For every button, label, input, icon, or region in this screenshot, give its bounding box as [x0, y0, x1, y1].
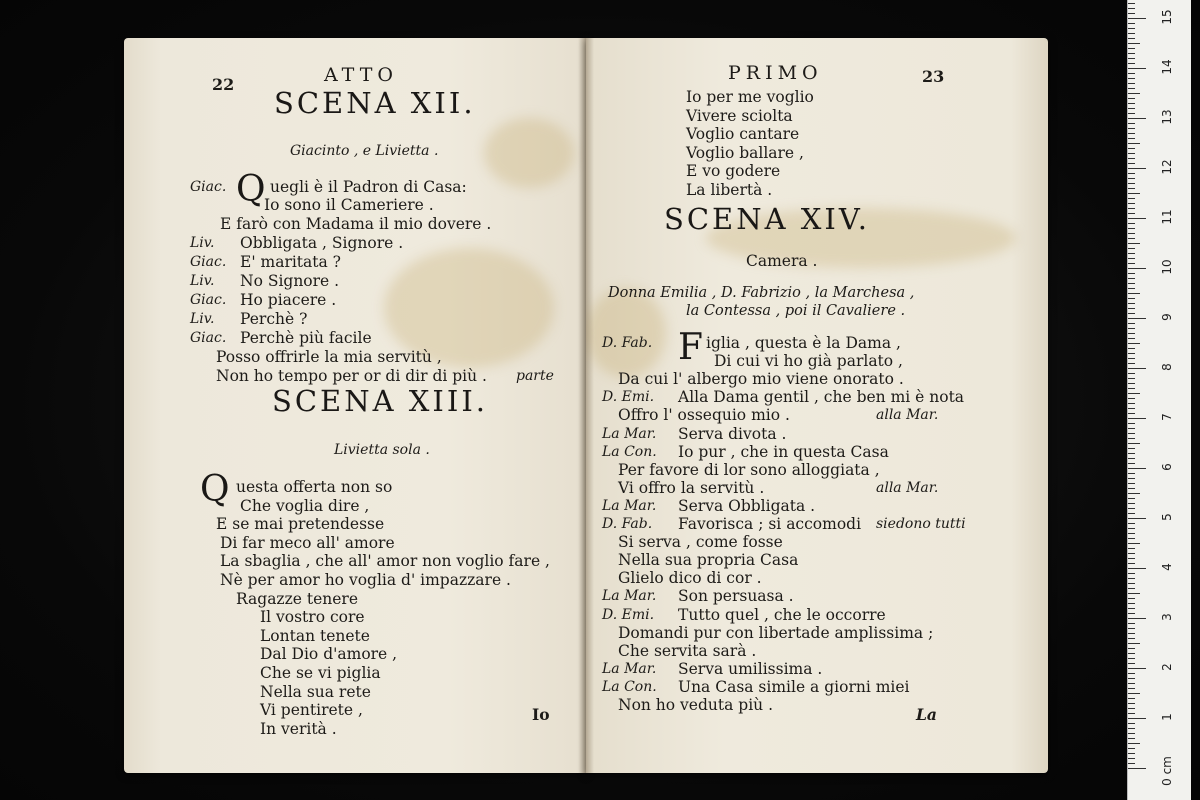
ruler-tick [1128, 118, 1146, 119]
verse-line: Serva Obbligata . [678, 496, 816, 515]
ruler-tick [1128, 188, 1135, 189]
speaker-label: Liv. [190, 273, 215, 289]
speaker-label: La Mar. [602, 660, 657, 677]
ruler-tick [1128, 138, 1135, 139]
ruler-tick [1128, 423, 1135, 424]
speaker-label: Liv. [190, 311, 215, 327]
ruler-tick [1128, 633, 1135, 634]
ruler-tick [1128, 528, 1135, 529]
verse-line: iglia , questa è la Dama , [706, 334, 901, 352]
ruler-tick [1128, 668, 1146, 669]
verse-line: Per favore di lor sono alloggiata , [618, 460, 880, 479]
ruler-tick [1128, 623, 1135, 624]
ruler-tick [1128, 53, 1135, 54]
verse-line: Ho piacere . [240, 291, 337, 309]
ruler-tick [1128, 343, 1140, 344]
ruler-tick [1128, 248, 1135, 249]
ruler-tick [1128, 433, 1135, 434]
verse-line: Son persuasa . [678, 587, 794, 606]
ruler-tick [1128, 533, 1135, 534]
scene-title: SCENA XII. [274, 86, 476, 120]
ruler-tick [1128, 298, 1135, 299]
ruler-tick [1128, 348, 1135, 349]
catchword: Io [532, 705, 550, 724]
ruler-tick [1128, 498, 1135, 499]
drop-cap: Q [236, 169, 266, 210]
ruler-number: 13 [1160, 109, 1174, 125]
ruler-number: 11 [1160, 209, 1174, 225]
verse-line: Io pur , che in questa Casa [678, 442, 889, 461]
ruler-tick [1128, 578, 1135, 579]
scene-title: SCENA XIII. [272, 384, 488, 418]
ruler-tick [1128, 43, 1140, 44]
book-gutter [578, 38, 594, 773]
verse-line: Favorisca ; si accomodi [678, 515, 862, 533]
ruler-tick [1128, 73, 1135, 74]
ruler-tick [1128, 38, 1135, 39]
ruler-tick [1128, 338, 1135, 339]
ruler-tick [1128, 733, 1135, 734]
verse-line: Non ho tempo per or di dir di più . [216, 367, 487, 385]
ruler-tick [1128, 563, 1135, 564]
ruler-tick [1128, 468, 1146, 469]
open-book [118, 22, 1053, 777]
ruler-tick [1128, 313, 1135, 314]
ruler-tick [1128, 478, 1135, 479]
drop-cap: Q [200, 469, 230, 510]
verse-line: Vi offro la servitù . [618, 478, 765, 497]
ruler-tick [1128, 418, 1146, 419]
ruler-tick [1128, 473, 1135, 474]
ruler-tick [1128, 58, 1135, 59]
stage-direction: alla Mar. [876, 407, 939, 424]
ruler-tick [1128, 153, 1135, 154]
ruler-number: 6 [1160, 463, 1174, 471]
speaker-label: Giac. [190, 254, 227, 270]
ruler-tick [1128, 223, 1135, 224]
ruler-tick [1128, 208, 1135, 209]
verse-line: Tutto quel , che le occorre [678, 605, 886, 624]
ruler-tick [1128, 638, 1135, 639]
ruler-tick [1128, 508, 1135, 509]
ruler-tick [1128, 68, 1146, 69]
ruler-tick [1128, 738, 1135, 739]
ruler-tick [1128, 148, 1135, 149]
verse-line: uegli è il Padron di Casa: [270, 178, 467, 196]
speaker-label: La Con. [602, 443, 657, 460]
ruler-tick [1128, 273, 1135, 274]
ruler-tick [1128, 323, 1135, 324]
ruler-tick [1128, 403, 1135, 404]
ruler-tick [1128, 278, 1135, 279]
verse-line: Perchè ? [240, 310, 308, 328]
verse-line: La libertà . [686, 180, 773, 199]
ruler-tick [1128, 13, 1135, 14]
verse-line: Dal Dio d'amore , [260, 645, 398, 664]
ruler-tick [1128, 8, 1135, 9]
ruler-number: 7 [1160, 413, 1174, 421]
ruler-tick [1128, 203, 1135, 204]
verse-line: No Signore . [240, 272, 340, 290]
ruler-tick [1128, 263, 1135, 264]
ruler-tick [1128, 593, 1140, 594]
ruler-tick [1128, 88, 1135, 89]
verse-line: E farò con Madama il mio dovere . [220, 215, 492, 233]
verse-line: Posso offrirle la mia servitù , [216, 348, 442, 366]
ruler-tick [1128, 683, 1135, 684]
verse-line: Nella sua propria Casa [618, 551, 799, 570]
scene-title: SCENA XIV. [664, 202, 870, 236]
ruler-tick [1128, 373, 1135, 374]
page-number: 23 [922, 67, 945, 86]
verse-line: Io per me voglio [686, 88, 814, 106]
ruler-tick [1128, 183, 1135, 184]
ruler-tick [1128, 618, 1146, 619]
left-page [124, 38, 586, 773]
verse-line: Voglio ballare , [686, 143, 804, 162]
ruler-tick [1128, 753, 1135, 754]
ruler-tick [1128, 503, 1135, 504]
ruler-number: 10 [1160, 259, 1174, 275]
ruler-number: 1 [1160, 713, 1174, 721]
ruler-tick [1128, 728, 1135, 729]
ruler-tick [1128, 688, 1135, 689]
ruler-tick [1128, 408, 1135, 409]
ruler-tick [1128, 458, 1135, 459]
ruler-tick [1128, 78, 1135, 79]
ruler-tick [1128, 238, 1135, 239]
ruler-tick [1128, 438, 1135, 439]
ruler-tick [1128, 393, 1140, 394]
right-page [586, 38, 1048, 773]
ruler-tick [1128, 463, 1135, 464]
ruler-tick [1128, 218, 1146, 219]
ruler-tick [1128, 588, 1135, 589]
ruler-tick [1128, 653, 1135, 654]
ruler-tick [1128, 213, 1135, 214]
ruler-tick [1128, 103, 1135, 104]
speaker-label: D. Emi. [602, 389, 655, 406]
measurement-ruler [1127, 0, 1191, 800]
speaker-label: Giac. [190, 179, 227, 195]
ruler-tick [1128, 768, 1146, 769]
scene-cast: Donna Emilia , D. Fabrizio , la Marchesa , [608, 285, 915, 301]
ruler-tick [1128, 383, 1135, 384]
speaker-label: D. Fab. [602, 335, 653, 351]
verse-line: Vi pentirete , [260, 701, 363, 720]
ruler-tick [1128, 698, 1135, 699]
ruler-tick [1128, 603, 1135, 604]
ruler-tick [1128, 398, 1135, 399]
ruler-tick [1128, 33, 1135, 34]
ruler-tick [1128, 428, 1135, 429]
ruler-tick [1128, 328, 1135, 329]
ruler-tick [1128, 643, 1140, 644]
ruler-tick [1128, 293, 1140, 294]
verse-line: Si serva , come fosse [618, 533, 783, 552]
stage-direction: siedono tutti [876, 516, 966, 532]
ruler-tick [1128, 543, 1140, 544]
ruler-tick [1128, 453, 1135, 454]
ruler-tick [1128, 513, 1135, 514]
ruler-tick [1128, 228, 1135, 229]
ruler-tick [1128, 363, 1135, 364]
ruler-tick [1128, 538, 1135, 539]
ruler-number: 9 [1160, 313, 1174, 321]
verse-line: E se mai pretendesse [216, 515, 385, 534]
speaker-label: La Mar. [602, 425, 657, 442]
verse-line: Voglio cantare [686, 125, 800, 143]
verse-line: E' maritata ? [240, 253, 341, 271]
verse-line: Una Casa simile a giorni miei [678, 677, 910, 696]
ruler-tick [1128, 763, 1135, 764]
ruler-number: 3 [1160, 613, 1174, 621]
stage-direction: parte [516, 368, 554, 384]
ruler-tick [1128, 568, 1146, 569]
verse-line: La sbaglia , che all' amor non voglio fare , [220, 552, 550, 571]
ruler-tick [1128, 283, 1135, 284]
ruler-tick [1128, 308, 1135, 309]
ruler-tick [1128, 608, 1135, 609]
ruler-tick [1128, 523, 1135, 524]
ruler-tick [1128, 483, 1135, 484]
verse-line: In verità . [260, 719, 337, 738]
verse-line: uesta offerta non so [236, 478, 393, 496]
ruler-tick [1128, 18, 1146, 19]
verse-line: Glielo dico di cor . [618, 569, 762, 588]
speaker-label: D. Fab. [602, 516, 653, 532]
ruler-tick [1128, 168, 1146, 169]
scene-cast: Giacinto , e Livietta . [290, 143, 439, 159]
verse-line: Ragazze tenere [236, 589, 359, 608]
ruler-tick [1128, 583, 1135, 584]
ruler-tick [1128, 443, 1140, 444]
ruler-tick [1128, 703, 1135, 704]
ruler-tick [1128, 48, 1135, 49]
verse-line: Nè per amor ho voglia d' impazzare . [220, 571, 511, 589]
verse-line: Non ho veduta più . [618, 696, 773, 714]
ruler-tick [1128, 548, 1135, 549]
water-stain [484, 118, 574, 188]
ruler-number: 2 [1160, 663, 1174, 671]
ruler-tick [1128, 198, 1135, 199]
ruler-tick [1128, 693, 1140, 694]
ruler-tick [1128, 98, 1135, 99]
verse-line: Offro l' ossequio mio . [618, 406, 790, 425]
ruler-tick [1128, 258, 1135, 259]
ruler-tick [1128, 318, 1146, 319]
verse-line: Lontan tenete [260, 626, 370, 645]
speaker-label: La Mar. [602, 497, 657, 514]
verse-line: Serva divota . [678, 424, 787, 443]
verse-line: Domandi pur con libertade amplissima ; [618, 623, 934, 642]
ruler-tick [1128, 488, 1135, 489]
stage-direction: alla Mar. [876, 479, 939, 496]
ruler-tick [1128, 83, 1135, 84]
ruler-tick [1128, 353, 1135, 354]
ruler-tick [1128, 268, 1146, 269]
ruler-tick [1128, 253, 1135, 254]
verse-line: Vivere sciolta [686, 106, 793, 125]
ruler-tick [1128, 28, 1135, 29]
ruler-tick [1128, 163, 1135, 164]
ruler-tick [1128, 243, 1140, 244]
ruler-tick [1128, 713, 1135, 714]
speaker-label: Liv. [190, 235, 215, 251]
ruler-tick [1128, 748, 1135, 749]
running-head: PRIMO [728, 62, 823, 84]
ruler-tick [1128, 23, 1135, 24]
ruler-number: 14 [1160, 59, 1174, 75]
ruler-tick [1128, 233, 1135, 234]
ruler-tick [1128, 133, 1135, 134]
drop-cap: F [678, 327, 703, 368]
ruler-tick [1128, 573, 1135, 574]
ruler-number: 12 [1160, 159, 1174, 175]
ruler-tick [1128, 448, 1135, 449]
verse-line: Il vostro core [260, 608, 365, 627]
scene-setting: Camera . [746, 252, 818, 270]
ruler-tick [1128, 493, 1140, 494]
ruler-tick [1128, 173, 1135, 174]
ruler-tick [1128, 193, 1140, 194]
ruler-tick [1128, 128, 1135, 129]
ruler-tick [1128, 658, 1135, 659]
speaker-label: Giac. [190, 292, 227, 308]
ruler-tick [1128, 333, 1135, 334]
verse-line: Perchè più facile [240, 329, 372, 347]
ruler-tick [1128, 368, 1146, 369]
ruler-tick [1128, 113, 1135, 114]
ruler-tick [1128, 758, 1135, 759]
ruler-tick [1128, 628, 1135, 629]
speaker-label: La Con. [602, 678, 657, 695]
ruler-tick [1128, 123, 1135, 124]
ruler-tick [1128, 63, 1135, 64]
ruler-tick [1128, 413, 1135, 414]
ruler-tick [1128, 663, 1135, 664]
speaker-label: Giac. [190, 330, 227, 346]
ruler-tick [1128, 178, 1135, 179]
verse-line: Obbligata , Signore . [240, 234, 404, 252]
ruler-unit-label: 0 cm [1160, 756, 1174, 786]
ruler-tick [1128, 553, 1135, 554]
speaker-label: D. Emi. [602, 606, 655, 623]
page-number: 22 [212, 75, 235, 94]
scene-cast: Livietta sola . [334, 442, 430, 458]
verse-line: Nella sua rete [260, 682, 371, 701]
ruler-tick [1128, 718, 1146, 719]
verse-line: Serva umilissima . [678, 659, 823, 678]
catchword: La [916, 705, 937, 724]
ruler-number: 15 [1160, 9, 1174, 25]
ruler-tick [1128, 93, 1140, 94]
verse-line: Di far meco all' amore [220, 533, 395, 552]
verse-line: Da cui l' albergo mio viene onorato . [618, 370, 904, 389]
ruler-number: 4 [1160, 563, 1174, 571]
scene-cast: la Contessa , poi il Cavaliere . [686, 303, 906, 319]
ruler-tick [1128, 158, 1135, 159]
ruler-tick [1128, 143, 1140, 144]
ruler-tick [1128, 678, 1135, 679]
verse-line: Io sono il Cameriere . [264, 196, 434, 214]
verse-line: Di cui vi ho già parlato , [714, 352, 903, 371]
verse-line: Che se vi piglia [260, 664, 381, 682]
ruler-tick [1128, 518, 1146, 519]
ruler-tick [1128, 648, 1135, 649]
ruler-tick [1128, 723, 1135, 724]
ruler-number: 5 [1160, 513, 1174, 521]
verse-line: Che servita sarà . [618, 641, 757, 660]
ruler-tick [1128, 108, 1135, 109]
ruler-tick [1128, 558, 1135, 559]
ruler-tick [1128, 3, 1135, 4]
ruler-tick [1128, 288, 1135, 289]
ruler-tick [1128, 598, 1135, 599]
ruler-tick [1128, 743, 1140, 744]
ruler-tick [1128, 673, 1135, 674]
verse-line: E vo godere [686, 162, 781, 180]
ruler-tick [1128, 388, 1135, 389]
speaker-label: La Mar. [602, 588, 657, 605]
running-head: ATTO [324, 64, 398, 86]
ruler-number: 8 [1160, 363, 1174, 371]
verse-line: Alla Dama gentil , che ben mi è nota [678, 388, 965, 407]
ruler-tick [1128, 613, 1135, 614]
ruler-tick [1128, 378, 1135, 379]
ruler-tick [1128, 358, 1135, 359]
ruler-tick [1128, 708, 1135, 709]
verse-line: Che voglia dire , [240, 496, 370, 515]
ruler-tick [1128, 303, 1135, 304]
